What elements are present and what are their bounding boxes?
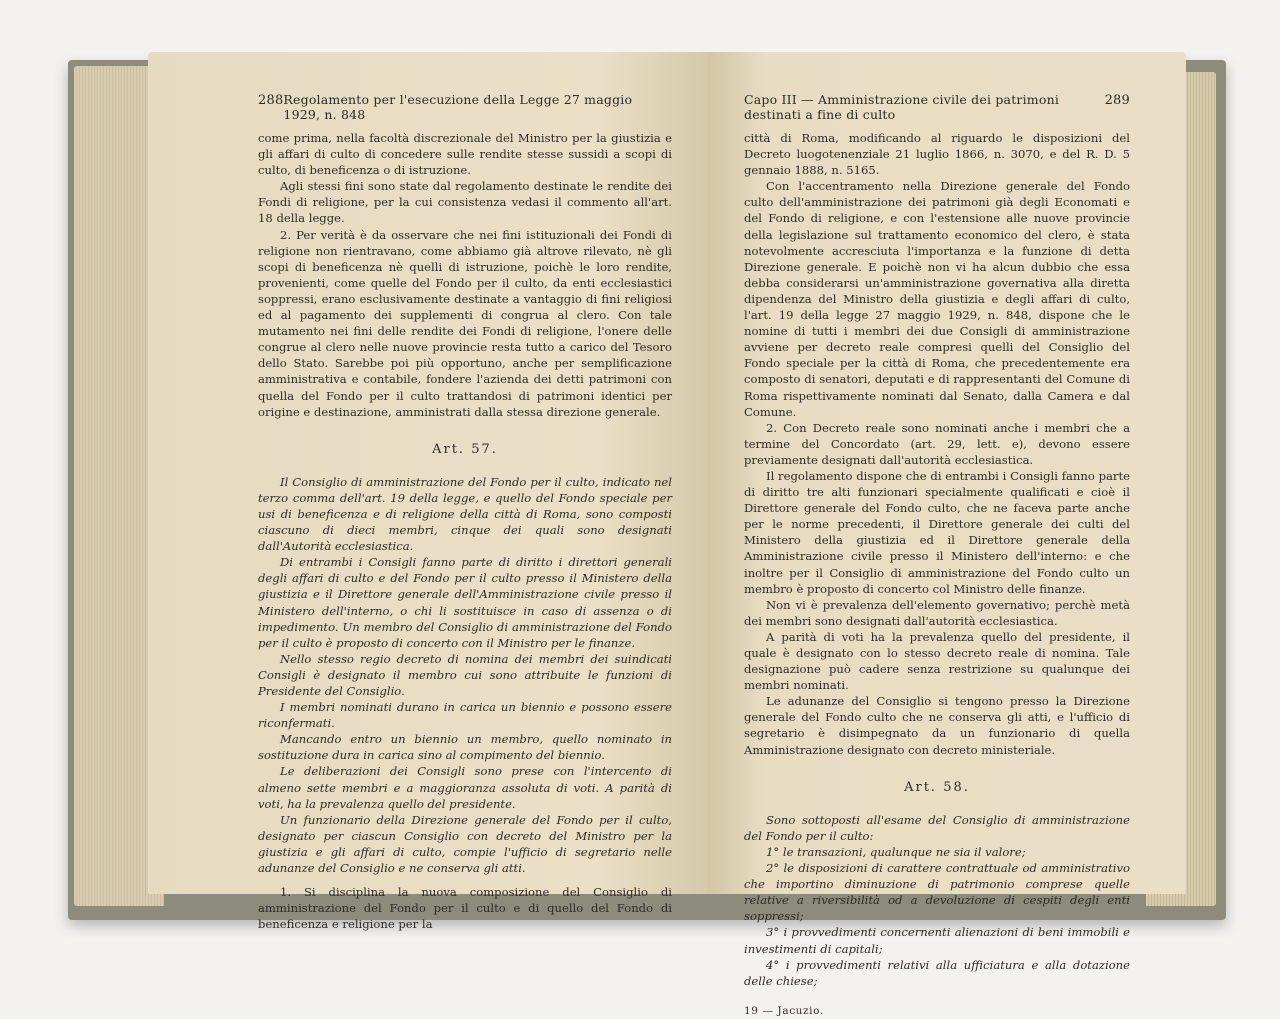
article-58-paragraph: Sono sottoposti all'esame del Consiglio di amministrazione del Fondo per il culto: <box>744 812 1130 843</box>
article-58-item: 1° le transazioni, qualunque ne sia il valore; <box>766 844 1026 859</box>
right-paragraph: A parità di voti ha la prevalenza quello del presidente, il quale è designato con lo stesso decreto reale di nomina. Tale designazione può cadere senza restrizione su qualunque dei membri nominati. <box>744 629 1130 693</box>
right-paragraph: città di Roma, modificando al riguardo le disposizioni del Decreto luogotenenziale 21 luglio 1866, n. 3070, e del R. D. 5 gennaio 1888, n. 5165. <box>744 131 1130 178</box>
article-58-item: 3° i provvedimenti concernenti alienazioni di beni immobili e investimenti di capitali; <box>744 925 1130 956</box>
right-paragraph: Il regolamento dispone che di entrambi i Consigli fanno parte di diritto tre alti funzionari specialmente qualificati e cioè il Direttore generale del Fondo culto, che ne faceva parte anche per le norme precedenti, il Direttore generale dei culti del Ministero della giustizia ed il Direttore generale della Amministrazione civile presso il Ministero dell'interno: e che inoltre per il Consiglio di amministrazione del Fondo culto un membro è proposto di concerto col Ministro delle finanze. <box>744 468 1130 596</box>
right-page <box>708 52 1186 1017</box>
article-57-paragraph: Le deliberazioni dei Consigli sono prese con l'intercento di almeno sette membri e a maggioranza assoluta di voti. A parità di voti, ha la prevalenza quello del presidente. <box>258 764 672 811</box>
right-running-title: Capo III — Amministrazione civile dei patrimoni destinati a fine di culto <box>744 92 1060 122</box>
right-paragraph: 2. Con Decreto reale sono nominati anche i membri che a termine del Concordato (art. 29, lett. e), devono essere previamente designati dall'autorità ecclesiastica. <box>744 420 1130 467</box>
right-page-body <box>744 130 1130 1019</box>
right-running-head <box>744 92 1130 122</box>
left-page-number: 288 <box>258 93 284 108</box>
printer-signature: 19 — Jacuzio. <box>744 1004 824 1017</box>
left-page <box>148 52 708 932</box>
left-paragraph: 2. Per verità è da osservare che nei fini istituzionali dei Fondi di religione non rientravano, come abbiamo già altrove rilevato, nè gli scopi di beneficenza nè quelli di istruzione, poichè le loro rendite, provenienti, come quelle del Fondo per il culto, da enti ecclesiastici soppressi, erano esclusivamente destinate a vantaggio di fini religiosi ed al pagamento dei supplementi di congrua al clero. Con tale mutamento nei fini delle rendite dei Fondi di religione, l'onere delle congrue al clero nelle nuove provincie resta tutto a carico del Tesoro dello Stato. Sarebbe poi più opportuno, anche per semplificazione amministrativa e contabile, fondere l'azienda dei detti patrimoni con quella del Fondo per il culto trattandosi di patrimoni identici per origine e destinazione, amministrati dalla stessa direzione generale. <box>258 227 672 419</box>
open-book <box>56 52 1236 1017</box>
article-57-commentary: 1. Si disciplina la nuova composizione del Consiglio di amministrazione del Fondo per il culto e di quello del Fondo di beneficenza e religione per la <box>258 885 672 932</box>
left-running-head <box>258 92 672 122</box>
article-57-paragraph: I membri nominati durano in carica un biennio e possono essere riconfermati. <box>258 700 672 731</box>
article-57-paragraph: Il Consiglio di amministrazione del Fondo per il culto, indicato nel terzo comma dell'art. 19 della legge, e quello del Fondo speciale per usi di beneficenza e di religione della città di Roma, sono composti ciascuno di dieci membri, cinque dei quali sono designati dall'Autorità ecclesiastica. <box>258 474 672 554</box>
article-58-item: 2° le disposizioni di carattere contrattuale od amministrativo che importino diminuzione di patrimonio comprese quelle relative a riversibilità od a devoluzione di cespiti degli enti soppressi; <box>744 861 1130 924</box>
article-58-item: 4° i provvedimenti relativi alla ufficiatura e alla dotazione delle chiese; <box>744 957 1130 988</box>
article-57-paragraph: Un funzionario della Direzione generale del Fondo per il culto, designato per ciascun Consiglio con decreto del Ministro per la giustizia e gli affari di culto, compie l'ufficio di segretario nelle adunanze del Consiglio e ne conserva gli atti. <box>258 812 672 876</box>
left-paragraph: come prima, nella facoltà discrezionale del Ministro per la giustizia e gli affari di culto di concedere sulle rendite stesse sussidi a scopi di culto, di beneficenza o di istruzione. <box>258 131 672 178</box>
right-paragraph: Non vi è prevalenza dell'elemento governativo; perchè metà dei membri sono designati dall'autorità ecclesiastica. <box>744 597 1130 628</box>
right-paragraph: Le adunanze del Consiglio si tengono presso la Direzione generale del Fondo culto che ne conserva gli atti, e l'ufficio di segretario è disimpegnato da un funzionario di quella Amministrazione designato con decreto ministeriale. <box>744 694 1130 757</box>
article-57-paragraph: Nello stesso regio decreto di nomina dei membri dei suindicati Consigli è designato il membro cui sono attribuite le funzioni di Presidente del Consiglio. <box>258 651 672 698</box>
article-57-heading: Art. 57. <box>432 441 498 457</box>
article-57-paragraph: Di entrambi i Consigli fanno parte di diritto i direttori generali degli affari di culto e del Fondo per il culto presso il Ministero della giustizia e il Direttore generale dell'Amministrazione civile presso il Ministero dell'interno, o chi li sostituisce in caso di assenza o di impedimento. Un membro del Consiglio di amministrazione del Fondo per il culto è proposto di concerto con il Ministro per le finanze. <box>258 555 672 650</box>
left-page-body <box>258 130 672 932</box>
article-58-heading: Art. 58. <box>904 779 970 795</box>
left-running-title: Regolamento per l'esecuzione della Legge 27 maggio 1929, n. 848 <box>283 92 633 122</box>
right-paragraph: Con l'accentramento nella Direzione generale del Fondo culto dell'amministrazione dei patrimoni già degli Economati e del Fondo di religione, e con l'estensione alle nuove provincie della legislazione sul trattamento economico del clero, è stata notevolmente accresciuta l'importanza e la funzione di detta Direzione generale. E poichè non vi ha alcun dubbio che essa debba considerarsi un'amministrazione governativa alla diretta dipendenza del Ministro della giustizia e degli affari di culto, l'art. 19 della legge 27 maggio 1929, n. 848, dispone che le nomine di tutti i membri dei due Consigli di amministrazione avviene per decreto reale compresi quelli del Consiglio del Fondo speciale per la città di Roma, che precedentemente era composto di senatori, deputati e di rappresentanti del Comune di Roma rispettivamente nominati dal Senato, dalla Camera e dal Comune. <box>744 179 1130 419</box>
left-paragraph: Agli stessi fini sono state dal regolamento destinate le rendite dei Fondi di religione, per la cui consistenza vedasi il commento all'art. 18 della legge. <box>258 179 672 226</box>
right-page-number: 289 <box>1104 93 1130 108</box>
article-57-paragraph: Mancando entro un biennio un membro, quello nominato in sostituzione dura in carica sino al compimento del biennio. <box>258 732 672 763</box>
